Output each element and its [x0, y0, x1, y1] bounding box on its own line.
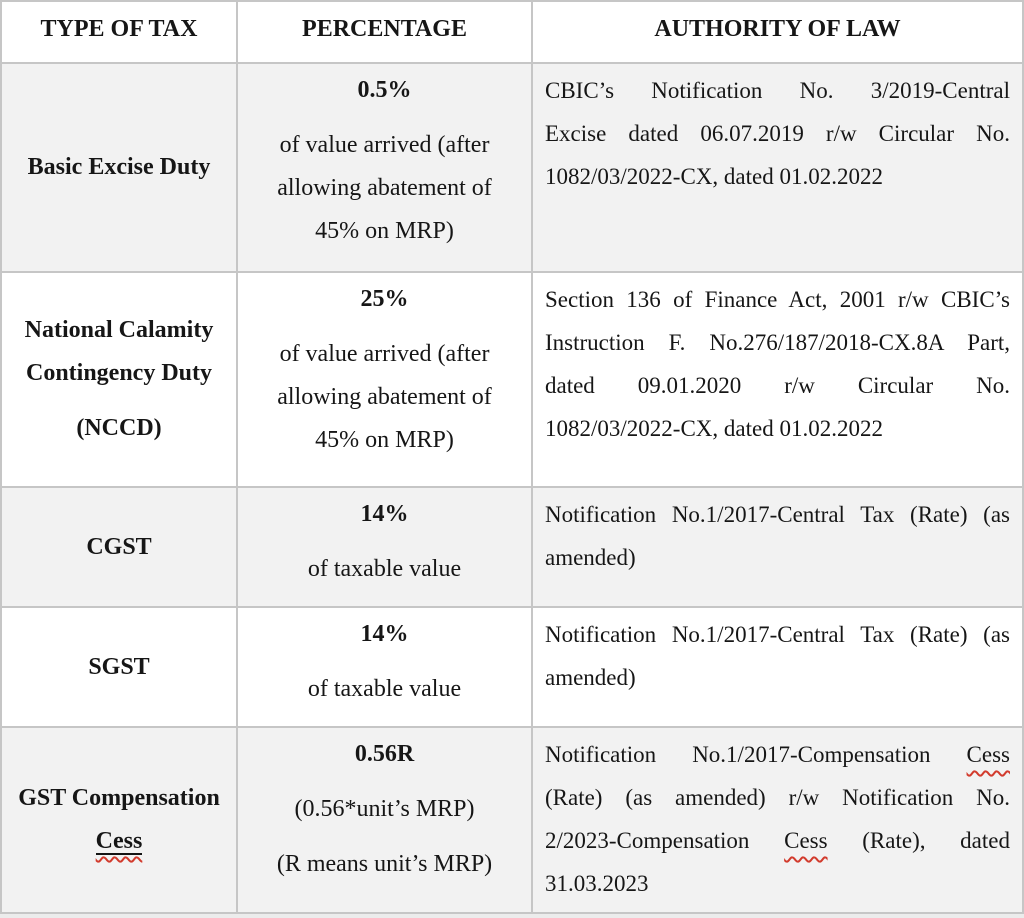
cell-percentage: [238, 728, 533, 914]
column-header-type-of-tax: TYPE OF TAX: [2, 2, 238, 64]
table-row-nccd: [2, 273, 1022, 488]
cell-percentage: [238, 488, 533, 608]
table-row-basic-excise-duty: [2, 64, 1022, 273]
table-header-row: [2, 2, 1022, 64]
percentage-description: of taxable value: [307, 556, 462, 582]
cell-percentage: [238, 64, 533, 273]
column-header-authority-of-law: AUTHORITY OF LAW: [533, 2, 1022, 64]
cell-authority: Notification No.1/2017-Compensation Cess (Rate) (as amended) r/w Notification No. 2/2023-Compensation Cess (Rate), dated 31.03.2023: [533, 728, 1022, 914]
cell-percentage: [238, 273, 533, 488]
cell-tax-type: Basic Excise Duty: [2, 64, 238, 273]
table-row-sgst: [2, 608, 1022, 728]
cell-percentage: [238, 608, 533, 728]
percentage-description: (0.56*unit’s MRP) (R means unit’s MRP): [276, 796, 493, 877]
percentage-description: of taxable value: [307, 676, 462, 702]
cell-tax-type: National Calamity Contingency Duty (NCCD): [2, 273, 238, 488]
column-header-percentage: PERCENTAGE: [238, 2, 533, 64]
table-row-cgst: [2, 488, 1022, 608]
percentage-value: 14%: [360, 501, 409, 527]
page-background-strip: [0, 914, 1024, 918]
cell-authority: Section 136 of Finance Act, 2001 r/w CBIC’s Instruction F. No.276/187/2018-CX.8A Part, dated 09.01.2020 r/w Circular No. 1082/03/2022-CX, dated 01.02.2022: [533, 273, 1022, 488]
cell-tax-type: SGST: [2, 608, 238, 728]
table-row-gst-compensation-cess: [2, 728, 1022, 914]
percentage-value: 0.56R: [354, 741, 415, 767]
percentage-value: 25%: [360, 286, 409, 312]
cell-authority: Notification No.1/2017-Central Tax (Rate) (as amended): [533, 488, 1022, 608]
cell-tax-type: GST Compensation Cess: [2, 728, 238, 914]
cell-tax-type: CGST: [2, 488, 238, 608]
percentage-description: of value arrived (after allowing abatement of 45% on MRP): [277, 132, 492, 244]
cell-authority: Notification No.1/2017-Central Tax (Rate) (as amended): [533, 608, 1022, 728]
percentage-description: of value arrived (after allowing abatement of 45% on MRP): [277, 341, 492, 453]
percentage-value: 14%: [360, 621, 409, 647]
cell-authority: CBIC’s Notification No. 3/2019-Central Excise dated 06.07.2019 r/w Circular No. 1082/03/2022-CX, dated 01.02.2022: [533, 64, 1022, 273]
percentage-value: 0.5%: [357, 77, 412, 103]
